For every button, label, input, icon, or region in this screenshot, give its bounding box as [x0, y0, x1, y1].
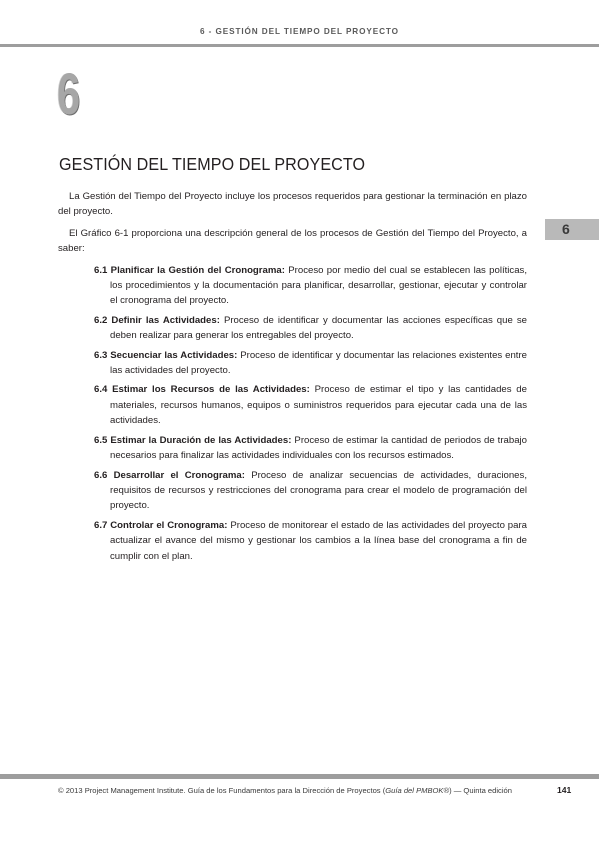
chapter-title: GESTIÓN DEL TIEMPO DEL PROYECTO [59, 154, 366, 174]
footer-copyright [58, 786, 512, 795]
process-term: Planificar la Gestión del Cronograma: [110, 264, 285, 276]
running-head: 6 - GESTIÓN DEL TIEMPO DEL PROYECTO [200, 27, 399, 36]
process-description: Proceso de monitorear el estado de las actividades del proyecto para actualizar el avance del mismo y gestionar los cambios a la línea base del cronograma a fin de cumplir con el plan. [110, 519, 528, 562]
process-term: Desarrollar el Cronograma: [113, 469, 245, 481]
process-term: Estimar los Recursos de las Actividades: [112, 384, 310, 396]
chapter-side-tab [545, 219, 599, 240]
intro-paragraph: La Gestión del Tiempo del Proyecto incluye los procesos requeridos para gestionar la terminación en plazo del proyecto. [58, 191, 527, 218]
process-item-6-2 [94, 313, 527, 344]
process-number: 6.4 [94, 384, 108, 396]
process-number: 6.3 [94, 349, 108, 361]
process-number: 6.7 [94, 519, 108, 531]
overview-paragraph: El Gráfico 6-1 proporciona una descripción general de los procesos de Gestión del Tiempo del Proyecto, a saber: [58, 227, 527, 255]
process-description: Proceso de estimar la cantidad de periodos de trabajo necesarios para finalizar las actividades individuales con los recursos estimados. [110, 434, 528, 462]
header-rule [0, 44, 599, 47]
process-description: Proceso de analizar secuencias de actividades, duraciones, requisitos de recursos y restricciones del cronograma para crear el modelo de programación del proyecto. [110, 469, 527, 512]
footer-guide-title: Guía del PMBOK® [385, 786, 450, 795]
process-term: Controlar el Cronograma: [110, 519, 228, 531]
process-item-6-3 [94, 348, 527, 379]
chapter-number: 6 [57, 62, 81, 127]
footer-copyright-prefix: © 2013 Project Management Institute. Guía de los Fundamentos para la Dirección de Proyectos ( [58, 786, 386, 795]
process-item-6-6 [94, 468, 527, 514]
process-description: Proceso por medio del cual se establecen las políticas, los procedimientos y la documentación para planificar, desarrollar, gestionar, ejecutar y controlar el cronograma del proyecto. [110, 264, 528, 307]
process-item-6-1 [94, 263, 527, 309]
footer-rule [0, 774, 599, 779]
body-text [58, 189, 527, 568]
process-description: Proceso de estimar el tipo y las cantidades de materiales, recursos humanos, equipos o suministros requeridos para ejecutar cada una de las actividades. [110, 384, 527, 427]
process-list [58, 263, 527, 564]
process-number: 6.6 [94, 469, 108, 481]
process-number: 6.1 [94, 264, 108, 276]
process-item-6-4 [94, 382, 527, 428]
footer-copyright-suffix: ) — Quinta edición [449, 786, 512, 795]
process-term: Secuenciar las Actividades: [110, 349, 238, 361]
process-number: 6.2 [94, 314, 108, 326]
chapter-side-tab-number: 6 [562, 221, 570, 237]
process-term: Definir las Actividades: [111, 314, 220, 326]
page-number: 141 [557, 785, 572, 795]
process-description: Proceso de identificar y documentar las relaciones existentes entre las actividades del proyecto. [110, 349, 528, 377]
process-description: Proceso de identificar y documentar las acciones específicas que se deben realizar para generar los entregables del proyecto. [110, 314, 527, 342]
process-item-6-7 [94, 518, 527, 564]
process-item-6-5 [94, 433, 527, 464]
process-term: Estimar la Duración de las Actividades: [110, 434, 292, 446]
process-number: 6.5 [94, 434, 108, 446]
